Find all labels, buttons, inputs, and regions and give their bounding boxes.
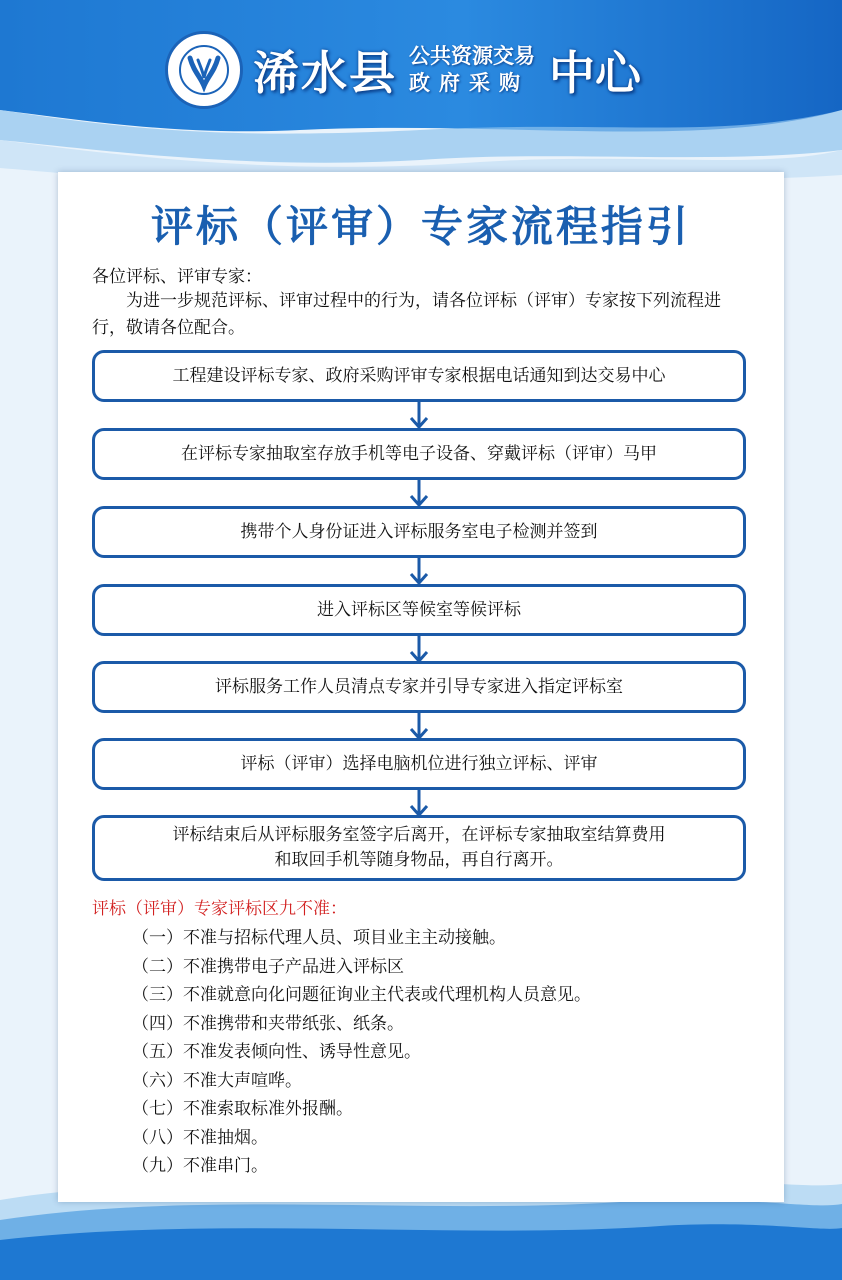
down-arrow-icon [409, 713, 429, 741]
flow-step-text: 携带个人身份证进入评标服务室电子检测并签到 [240, 521, 598, 542]
down-arrow-icon [409, 790, 429, 818]
brand-county: 浠水县 [253, 46, 397, 100]
rule-item: （二）不准携带电子产品进入评标区 [132, 956, 404, 977]
down-arrow-icon [409, 480, 429, 508]
flow-step-7 [92, 815, 746, 881]
logo-emblem-icon [168, 34, 240, 106]
rule-item: （四）不准携带和夹带纸张、纸条。 [132, 1013, 404, 1034]
flow-step-text: 评标（评审）选择电脑机位进行独立评标、评审 [240, 753, 598, 774]
rule-item: （五）不准发表倾向性、诱导性意见。 [132, 1042, 421, 1062]
guide-panel [58, 172, 784, 1202]
flow-step-text: 评标服务工作人员清点专家并引导专家进入指定评标室 [215, 676, 623, 697]
flow-step-3 [92, 506, 746, 558]
flow-step-text-line1: 评标结束后从评标服务室签字后离开，在评标专家抽取室结算费用 [172, 825, 666, 845]
intro-paragraph: 为进一步规范评标、评审过程中的行为，请各位评标（评审）专家按下列流程进行，敬请各位配合。 [92, 291, 721, 338]
brand-subtitle-line2: 政府采购 [409, 71, 529, 95]
greeting: 各位评标、评审专家： [92, 267, 262, 287]
flow-step-text-line2: 和取回手机等随身物品，再自行离开。 [274, 850, 564, 870]
flow-step-5 [92, 661, 746, 713]
down-arrow-icon [409, 636, 429, 664]
flow-step-4 [92, 584, 746, 636]
brand-center: 中心 [549, 46, 641, 100]
rules-title: 评标（评审）专家评标区九不准： [92, 899, 347, 919]
brand-subtitle-line1: 公共资源交易 [409, 44, 535, 68]
flow-step-2 [92, 428, 746, 480]
rule-item: （九）不准串门。 [132, 1156, 268, 1176]
down-arrow-icon [409, 558, 429, 586]
rule-item: （六）不准大声喧哗。 [132, 1070, 302, 1091]
rule-item: （一）不准与招标代理人员、项目业主主动接触。 [132, 928, 506, 948]
flow-step-text: 工程建设评标专家、政府采购评审专家根据电话通知到达交易中心 [172, 365, 666, 386]
brand-subtitle [409, 43, 535, 97]
rule-item: （八）不准抽烟。 [132, 1127, 268, 1148]
rules-list [132, 924, 591, 1181]
down-arrow-icon [409, 402, 429, 430]
flow-step-1 [92, 350, 746, 402]
flow-step-text: 进入评标区等候室等候评标 [317, 599, 521, 620]
page-title: 评标（评审）专家流程指引 [150, 202, 691, 251]
rule-item: （七）不准索取标准外报酬。 [132, 1099, 353, 1119]
flow-step-6 [92, 738, 746, 790]
logo [165, 31, 243, 109]
flow-step-text: 在评标专家抽取室存放手机等电子设备、穿戴评标（评审）马甲 [181, 443, 657, 464]
rule-item: （三）不准就意向化问题征询业主代表或代理机构人员意见。 [132, 985, 591, 1005]
header-brand [165, 30, 641, 110]
